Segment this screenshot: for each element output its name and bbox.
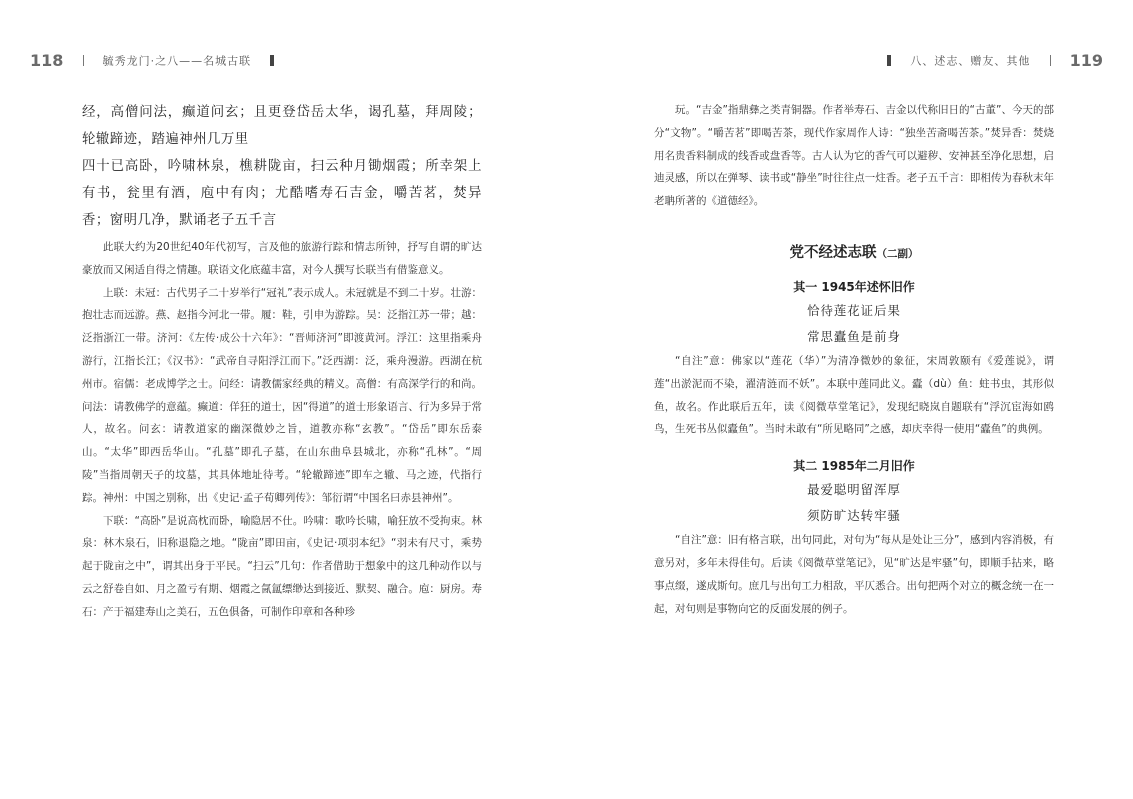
header-divider: [83, 55, 84, 66]
section-title-text: 党不经述志联: [789, 244, 877, 261]
header-divider: [1050, 55, 1051, 66]
couplet-line: 最爱聪明留浑厚: [807, 482, 901, 498]
couplet-line: 常思蠹鱼是前身: [807, 328, 901, 344]
item-title: 其一 1945年述怀旧作: [793, 279, 915, 294]
header-block-mark: [887, 55, 891, 66]
couplet-text-lower: 四十已高卧，吟啸林泉，樵耕陇亩，扫云种月锄烟霞；所幸架上有书，瓮里有酒，庖中有肉；尤酷嗜寿石吉金，嚼苦茗，焚异香；窗明几净，默诵老子五千言: [82, 159, 482, 228]
left-page-body: [82, 99, 482, 624]
commentary-paragraph: 此联大约为20世纪40年代初写，言及他的旅游行踪和情志所钟，抒写自谓的旷达豪放而又闲适自得之情趣。联语文化底蕴丰富，对今人撰写长联当有借鉴意义。: [82, 241, 482, 276]
right-page-body: [654, 99, 1054, 620]
note-paragraph: “自注”意：旧有格言联，出句同此，对句为“每从是处让三分”，感到内容消极，有意另对，多年未得佳句。后读《阅微草堂笔记》，见“旷达是牢骚”句，即顺手拈来，略事点缀，遂成斯句。庶几与出句工力相敌，平仄悉合。出句把两个对立的概念统一在一起，对句则是事物向它的反面发展的例子。: [654, 534, 1054, 615]
left-page-header: [30, 50, 274, 78]
left-page-number: 118: [30, 51, 64, 70]
couplet-text-upper: 经，高僧问法，癫道问玄；且更登岱岳太华，谒孔墓，拜周陵；轮辙蹄迹，踏遍神州几万里: [82, 105, 482, 147]
left-running-title: 毓秀龙门·之八——名城古联: [102, 54, 252, 68]
header-block-mark: [270, 55, 274, 66]
right-running-title: 八、述志、赠友、其他: [910, 54, 1031, 68]
commentary-paragraph: 下联：“高卧”是说高枕而卧，喻隐居不仕。吟啸：歌吟长啸，喻狂放不受拘束。林泉：林木泉石，旧称退隐之地。“陇亩”即田亩，《史记·项羽本纪》“羽未有尺寸，乘势起于陇亩之中”，谓其出身于平民。“扫云”几句：作者借助于想象中的这几种动作以与云之舒卷自如、月之盈亏有期、烟霞之氤氲缥缈达到接近、默契、融合。庖：厨房。寿石：产于福建寿山之美石，五色俱备，可制作印章和各种珍: [82, 514, 482, 618]
item-title: 其二 1985年二月旧作: [793, 459, 915, 474]
commentary-paragraph: 上联：未冠：古代男子二十岁举行“冠礼”表示成人。未冠就是不到二十岁。壮游：抱壮志而远游。燕、赵指今河北一带。履：鞋，引申为游踪。吴：泛指江苏一带；越：泛指浙江一带。济河：《左传·成公十六年》：“晋师济河”即渡黄河。浮江：这里指乘舟游行，江指长江；《汉书》：“武帝自寻阳浮江而下。”泛西湖：泛，乘舟漫游。西湖在杭州市。宿儒：老成博学之士。问经：请教儒家经典的精义。高僧：有高深学行的和尚。问法：请教佛学的意蕴。癫道：佯狂的道士，因“得道”的道士形象语言、行为多异于常人，故名。问玄：请教道家的幽深微妙之旨，道教亦称“玄教”。“岱岳”即东岳泰山。“太华”即西岳华山。“孔墓”即孔子墓，在山东曲阜县城北，亦称“孔林”。“周陵”当指周朝天子的坟墓，其具体地址待考。“轮辙蹄迹”即车之辙、马之迹，代指行踪。神州：中国之别称，出《史记·孟子荀卿列传》：邹衍谓“中国名曰赤县神州”。: [82, 286, 482, 504]
couplet-line: 须防旷达转牢骚: [807, 508, 901, 524]
section-title: [654, 241, 1054, 262]
note-paragraph: “自注”意：佛家以“莲花（华）”为清净微妙的象征，宋周敦颐有《爱莲说》，谓莲“出淤泥而不染，濯清涟而不妖”。本联中莲同此义。蠹（dù）鱼：蛀书虫，其形似鱼，故名。作此联后五年，读《阅微草堂笔记》，发现纪晓岚自题联有“浮沉宦海如鸥鸟，生死书丛似蠹鱼”。当时未敢有“所见略同”之感，却庆幸得一使用“蠹鱼”的典例。: [654, 354, 1054, 436]
section-subtitle: （二副）: [876, 247, 919, 260]
commentary-paragraph: 玩。“吉金”指鼎彝之类青铜器。作者举寿石、吉金以代称旧日的“古董”、今天的部分“文物”。“嚼苦茗”即喝苦茶，现代作家周作人诗：“独坐苦斋喝苦茶。”焚异香：焚烧用名贵香料制成的线香或盘香等。古人认为它的香气可以避秽、安神甚至净化思想，启迪灵感，所以在弹琴、读书或“静坐”时往往点一炷香。老子五千言：即相传为春秋末年老聃所著的《道德经》。: [654, 104, 1054, 208]
couplet-line: 恰待莲花证后果: [807, 302, 901, 318]
right-page-number: 119: [1069, 51, 1103, 70]
right-page-header: [887, 50, 1103, 78]
